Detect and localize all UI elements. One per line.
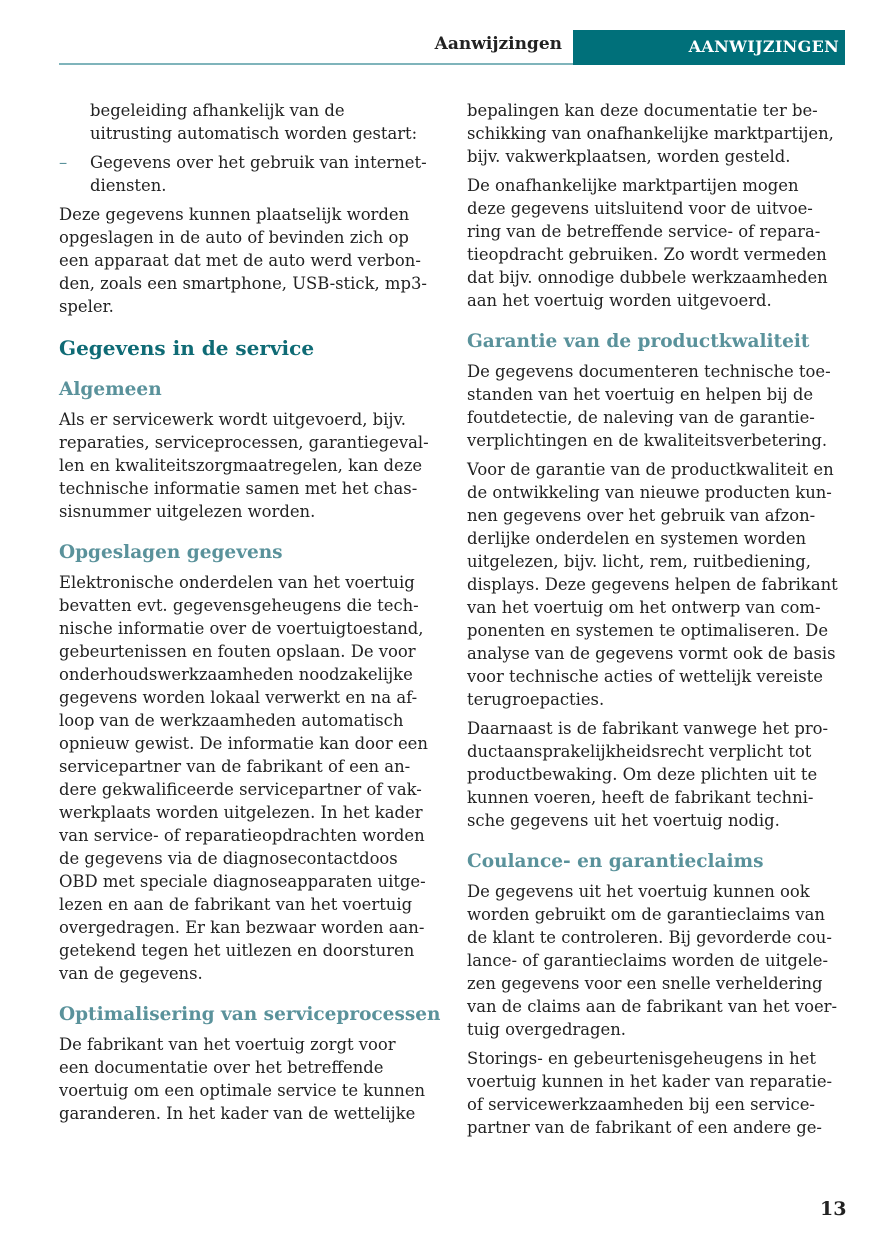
text-line: lance- of garantieclaims worden de uitgele-: [467, 951, 829, 970]
text-line: overgedragen. Er kan bezwaar worden aan-: [59, 918, 425, 937]
text-line: Algemeen: [59, 379, 162, 400]
text-line: dere gekwalificeerde servicepartner of vak-: [59, 780, 422, 799]
text-line: deze gegevens uitsluitend voor de uitvoe-: [467, 199, 813, 218]
text-line: verplichtingen en de kwaliteitsverbetering.: [467, 431, 828, 450]
paragraph: [467, 360, 847, 452]
text-line: De onafhankelijke marktpartijen mogen: [467, 176, 799, 195]
text-line: loop van de werkzaamheden automatisch: [59, 711, 404, 730]
paragraph: [59, 1033, 439, 1125]
text-line: terugroepacties.: [467, 690, 605, 709]
text-line: worden gebruikt om de garantieclaims van: [467, 905, 825, 924]
paragraph: [467, 174, 847, 312]
subsection-heading: [59, 1003, 439, 1026]
text-line: opnieuw gewist. De informatie kan door een: [59, 734, 428, 753]
text-line: Gegevens in de service: [59, 336, 315, 360]
text-line: tuig overgedragen.: [467, 1020, 627, 1039]
text-line: nen gegevens over het gebruik van afzon-: [467, 506, 816, 525]
list-dash-marker: –: [59, 153, 68, 172]
text-line: werkplaats worden uitgelezen. In het kader: [59, 803, 423, 822]
text-line: garanderen. In het kader van de wettelijke: [59, 1104, 416, 1123]
text-line: Voor de garantie van de productkwaliteit en: [467, 460, 834, 479]
text-line: ponenten en systemen te optimaliseren. De: [467, 621, 829, 640]
text-line: of servicewerkzaamheden bij een service-: [467, 1095, 815, 1114]
text-line: den, zoals een smartphone, USB-stick, mp3-: [59, 274, 427, 293]
text-line: Gegevens over het gebruik van internet-: [90, 153, 427, 172]
text-line: technische informatie samen met het chas-: [59, 479, 418, 498]
text-line: gegevens worden lokaal verwerkt en na af-: [59, 688, 418, 707]
text-line: Coulance- en garantieclaims: [467, 851, 764, 872]
text-line: partner van de fabrikant of een andere ge-: [467, 1118, 822, 1137]
text-line: standen van het voertuig en helpen bij de: [467, 385, 814, 404]
text-line: getekend tegen het uitlezen en doorsturen: [59, 941, 415, 960]
left-column: [59, 99, 439, 1131]
text-line: kunnen voeren, heeft de fabrikant techni-: [467, 788, 814, 807]
subsection-heading: [59, 378, 439, 401]
text-line: Daarnaast is de fabrikant vanwege het pro-: [467, 719, 829, 738]
text-line: bijv. vakwerkplaatsen, worden gesteld.: [467, 147, 791, 166]
text-line: derlijke onderdelen en systemen worden: [467, 529, 807, 548]
text-line: sisnummer uitgelezen worden.: [59, 502, 316, 521]
chapter-tab: [573, 30, 845, 65]
right-column: [467, 99, 847, 1145]
text-line: productbewaking. Om deze plichten uit te: [467, 765, 818, 784]
paragraph: [467, 1047, 847, 1139]
text-line: displays. Deze gegevens helpen de fabrikant: [467, 575, 838, 594]
text-line: de ontwikkeling van nieuwe producten kun-: [467, 483, 832, 502]
text-line: tieopdracht gebruiken. Zo wordt vermeden: [467, 245, 827, 264]
text-line: analyse van de gegevens vormt ook de basis: [467, 644, 836, 663]
text-line: opgeslagen in de auto of bevinden zich op: [59, 228, 409, 247]
paragraph: [467, 458, 847, 711]
running-header-section: Aanwijzingen: [434, 34, 562, 54]
chapter-title: AANWIJZINGEN: [688, 37, 839, 56]
text-line: Garantie van de productkwaliteit: [467, 331, 810, 352]
text-line: Optimalisering van serviceprocessen: [59, 1004, 441, 1025]
paragraph: [59, 408, 439, 523]
text-line: ductaansprakelijkheidsrecht verplicht tot: [467, 742, 812, 761]
text-line: De gegevens uit het voertuig kunnen ook: [467, 882, 810, 901]
text-line: voertuig om een optimale service te kunnen: [59, 1081, 426, 1100]
text-line: Deze gegevens kunnen plaatselijk worden: [59, 205, 410, 224]
text-line: gebeurtenissen en fouten opslaan. De voor: [59, 642, 416, 661]
header-rule: [59, 63, 573, 65]
text-line: servicepartner van de fabrikant of een an-: [59, 757, 411, 776]
paragraph: [467, 99, 847, 168]
text-line: OBD met speciale diagnoseapparaten uitge-: [59, 872, 426, 891]
text-line: Elektronische onderdelen van het voertuig: [59, 573, 415, 592]
text-line: uitgelezen, bijv. licht, rem, ruitbediening,: [467, 552, 812, 571]
text-line: Storings- en gebeurtenisgeheugens in het: [467, 1049, 816, 1068]
text-line: sche gegevens uit het voertuig nodig.: [467, 811, 780, 830]
text-line: speler.: [59, 297, 114, 316]
subsection-heading: [467, 330, 847, 353]
text-line: een documentatie over het betreffende: [59, 1058, 384, 1077]
paragraph: [59, 571, 439, 985]
text-line: onderhoudswerkzaamheden noodzakelijke: [59, 665, 413, 684]
text-line: len en kwaliteitszorgmaatregelen, kan deze: [59, 456, 423, 475]
text-line: bevatten evt. gegevensgeheugens die tech-: [59, 596, 419, 615]
text-line: van service- of reparatieopdrachten worden: [59, 826, 425, 845]
subsection-heading: [467, 850, 847, 873]
text-line: aan het voertuig worden uitgevoerd.: [467, 291, 772, 310]
text-line: Als er servicewerk wordt uitgevoerd, bijv.: [59, 410, 406, 429]
text-line: foutdetectie, de naleving van de garantie-: [467, 408, 815, 427]
text-line: van de claims aan de fabrikant van het voer-: [467, 997, 838, 1016]
text-line: dat bijv. onnodige dubbele werkzaamheden: [467, 268, 828, 287]
paragraph: [59, 203, 439, 318]
text-line: diensten.: [90, 176, 167, 195]
text-line: bepalingen kan deze documentatie ter be-: [467, 101, 818, 120]
paragraph: [467, 717, 847, 832]
section-heading: [59, 337, 439, 360]
text-line: een apparaat dat met de auto werd verbon-: [59, 251, 421, 270]
text-line: van het voertuig om het ontwerp van com-: [467, 598, 821, 617]
text-line: De gegevens documenteren technische toe-: [467, 362, 831, 381]
text-line: ring van de betreffende service- of repara-: [467, 222, 821, 241]
text-line: voor technische acties of wettelijk vereiste: [467, 667, 823, 686]
text-line: Opgeslagen gegevens: [59, 542, 283, 563]
text-line: lezen en aan de fabrikant van het voertuig: [59, 895, 413, 914]
text-line: nische informatie over de voertuigtoestand,: [59, 619, 424, 638]
text-line: de gegevens via de diagnosecontactdoos: [59, 849, 398, 868]
text-line: schikking van onafhankelijke marktpartijen,: [467, 124, 834, 143]
text-line: De fabrikant van het voertuig zorgt voor: [59, 1035, 396, 1054]
text-line: begeleiding afhankelijk van de: [90, 101, 345, 120]
paragraph-continued: [59, 99, 439, 145]
page-number: 13: [820, 1198, 847, 1220]
text-line: de klant te controleren. Bij gevorderde cou-: [467, 928, 832, 947]
list-item: [59, 151, 439, 197]
text-line: reparaties, serviceprocessen, garantiegeval-: [59, 433, 429, 452]
subsection-heading: [59, 541, 439, 564]
text-line: uitrusting automatisch worden gestart:: [90, 124, 418, 143]
text-line: voertuig kunnen in het kader van reparatie-: [467, 1072, 833, 1091]
text-line: zen gegevens voor een snelle verheldering: [467, 974, 823, 993]
paragraph: [467, 880, 847, 1041]
text-line: van de gegevens.: [59, 964, 203, 983]
